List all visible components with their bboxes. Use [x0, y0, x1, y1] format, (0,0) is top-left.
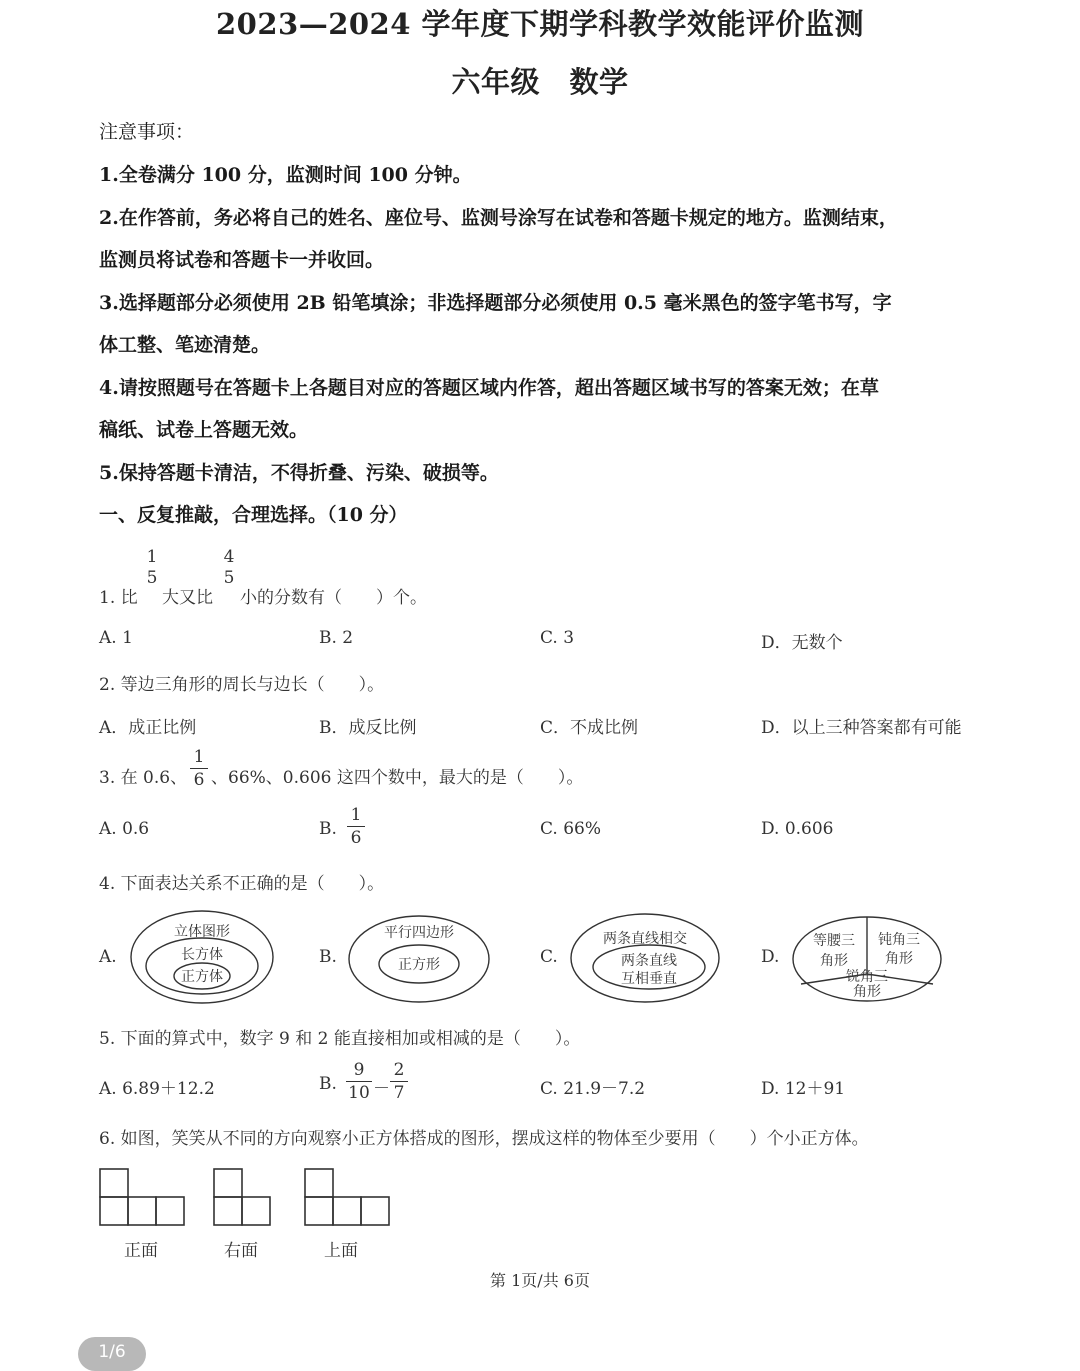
diagram-d-bottom-label-2: 角形 — [853, 984, 881, 1000]
q4-option-d: D. — [761, 947, 780, 967]
diagram-d-left-label-2: 角形 — [820, 953, 848, 969]
q2-option-b: B．成反比例 — [319, 718, 417, 738]
q1-suffix: 小的分数有（ ）个。 — [240, 588, 427, 608]
view-right-label: 右面 — [224, 1241, 258, 1261]
diagram-a — [128, 908, 276, 1006]
q5-option-d: D. 12＋91 — [761, 1079, 846, 1099]
q1-frac2-den: 5 — [223, 568, 235, 588]
notes-item-5: 5.保持答题卡清洁，不得折叠、污染、破损等。 — [99, 462, 499, 484]
q3-option-a: A. 0.6 — [99, 819, 150, 839]
q1-frac1-num: 1 — [146, 547, 158, 567]
q4-option-a: A. — [99, 947, 117, 967]
q2-option-d: D．以上三种答案都有可能 — [761, 718, 962, 738]
view-top-cell — [305, 1197, 333, 1225]
q1-frac2 — [222, 548, 236, 587]
q3-suffix: 、66%、0.606 这四个数中，最大的是（ ）。 — [211, 768, 584, 788]
view-top-cell — [333, 1197, 361, 1225]
q3-option-c: C. 66% — [540, 819, 601, 839]
q5-option-c: C. 21.9－7.2 — [540, 1079, 646, 1099]
view-front-cell — [156, 1197, 184, 1225]
view-top-figure — [304, 1168, 394, 1228]
q3-option-b-frac — [347, 805, 365, 848]
notes-item-2: 2.在作答前，务必将自己的姓名、座位号、监测号涂写在试卷和答题卡规定的地方。监测结束， — [99, 207, 898, 229]
notes-heading: 注意事项： — [99, 121, 195, 143]
q5-option-b-frac1-bar — [346, 1081, 372, 1082]
diagram-b-inner-label: 正方形 — [398, 957, 440, 973]
q3-prefix: 3. 在 0.6、 — [99, 768, 188, 788]
exam-subtitle: 六年级 数学 — [451, 65, 629, 99]
view-top-cell — [361, 1197, 389, 1225]
q1-option-c: C. 3 — [540, 628, 575, 648]
q5-option-b-frac2-den: 7 — [393, 1083, 405, 1103]
page-footer: 第 1页/共 6页 — [490, 1271, 590, 1290]
view-front-cell — [128, 1197, 156, 1225]
q1-option-a: A. 1 — [99, 628, 133, 648]
q5-option-b-operator: － — [373, 1079, 390, 1099]
q5-option-b: B. — [319, 1074, 337, 1094]
notes-item-1: 1.全卷满分 100 分，监测时间 100 分钟。 — [99, 164, 472, 186]
q2-option-c: C．不成比例 — [540, 718, 639, 738]
view-front-cell — [100, 1169, 128, 1197]
q1-option-d: D．无数个 — [761, 633, 843, 653]
q4-text: 4. 下面表达关系不正确的是（ ）。 — [99, 874, 385, 894]
notes-item-3: 3.选择题部分必须使用 2B 铅笔填涂；非选择题部分必须使用 0.5 毫米黑色的签字笔书写，字 — [99, 292, 892, 314]
section-1-heading: 一、反复推敲，合理选择。（10 分） — [99, 504, 408, 526]
exam-title: 2023—2024 学年度下期学科教学效能评价监测 — [215, 7, 865, 41]
q3-option-b: B. — [319, 819, 337, 839]
diagram-c-inner-label-2: 互相垂直 — [621, 971, 677, 987]
q3-frac — [190, 747, 208, 790]
q1-mid: 大又比 — [162, 588, 213, 608]
q4-option-b: B. — [319, 947, 337, 967]
view-top-cell — [305, 1169, 333, 1197]
q3-option-b-den: 6 — [350, 828, 362, 848]
q3-option-b-bar — [347, 826, 365, 827]
view-right-cell — [214, 1197, 242, 1225]
q5-option-b-frac1-den: 10 — [348, 1083, 370, 1103]
view-front-label: 正面 — [124, 1241, 158, 1261]
q5-option-b-frac2 — [390, 1060, 408, 1103]
notes-item-2-cont: 监测员将试卷和答题卡一并收回。 — [99, 249, 385, 271]
notes-item-4: 4.请按照题号在答题卡上各题目对应的答题区域内作答，超出答题区域书写的答案无效；在草 — [99, 377, 879, 399]
q1-frac2-num: 4 — [223, 547, 235, 567]
diagram-d-right-label-2: 角形 — [885, 951, 913, 967]
q6-text: 6. 如图，笑笑从不同的方向观察小正方体搭成的图形，摆成这样的物体至少要用（ ）个小正方体。 — [99, 1129, 869, 1149]
diagram-b-outer-label: 平行四边形 — [384, 925, 454, 941]
q4-option-c: C. — [540, 947, 558, 967]
notes-item-4-cont: 稿纸、试卷上答题无效。 — [99, 419, 309, 441]
diagram-a-middle-label: 长方体 — [181, 947, 223, 963]
q5-option-b-frac1-num: 9 — [353, 1060, 365, 1080]
q3-frac-den: 6 — [193, 770, 205, 790]
q5-text: 5. 下面的算式中，数字 9 和 2 能直接相加或相减的是（ ）。 — [99, 1029, 581, 1049]
diagram-d-right-label-1: 钝角三 — [878, 932, 920, 948]
q3-frac-bar — [190, 768, 208, 769]
diagram-c-inner-label-1: 两条直线 — [621, 953, 677, 969]
q2-option-a: A．成正比例 — [99, 718, 197, 738]
view-right-figure — [213, 1168, 273, 1228]
diagram-d-bottom-label-1: 锐角三 — [846, 969, 888, 985]
view-front-figure — [99, 1168, 189, 1228]
view-top-label: 上面 — [324, 1241, 358, 1261]
diagram-d-left-label-1: 等腰三 — [813, 933, 855, 949]
notes-item-3-cont: 体工整、笔迹清楚。 — [99, 334, 271, 356]
q1-frac1 — [145, 548, 159, 587]
q1-option-b: B. 2 — [319, 628, 354, 648]
view-right-cell — [242, 1197, 270, 1225]
view-front-cell — [100, 1197, 128, 1225]
q1-prefix: 1. 比 — [99, 588, 138, 608]
diagram-a-inner-label: 正方体 — [181, 969, 223, 985]
diagram-b — [346, 913, 492, 1005]
view-right-cell — [214, 1169, 242, 1197]
diagram-d — [789, 914, 945, 1004]
q5-option-b-frac2-num: 2 — [393, 1060, 405, 1080]
q3-frac-num: 1 — [193, 747, 205, 767]
diagram-a-outer-label: 立体图形 — [174, 924, 230, 940]
page-indicator[interactable]: 1/6 — [78, 1337, 146, 1371]
diagram-c — [567, 911, 723, 1005]
q3-option-b-num: 1 — [350, 805, 362, 825]
q5-option-b-frac2-bar — [390, 1081, 408, 1082]
q3-option-d: D. 0.606 — [761, 819, 834, 839]
q5-option-a: A. 6.89＋12.2 — [99, 1079, 215, 1099]
q2-text: 2. 等边三角形的周长与边长（ ）。 — [99, 675, 385, 695]
q5-option-b-frac1 — [346, 1060, 372, 1103]
q1-frac1-den: 5 — [146, 568, 158, 588]
diagram-c-outer-label: 两条直线相交 — [603, 931, 687, 947]
